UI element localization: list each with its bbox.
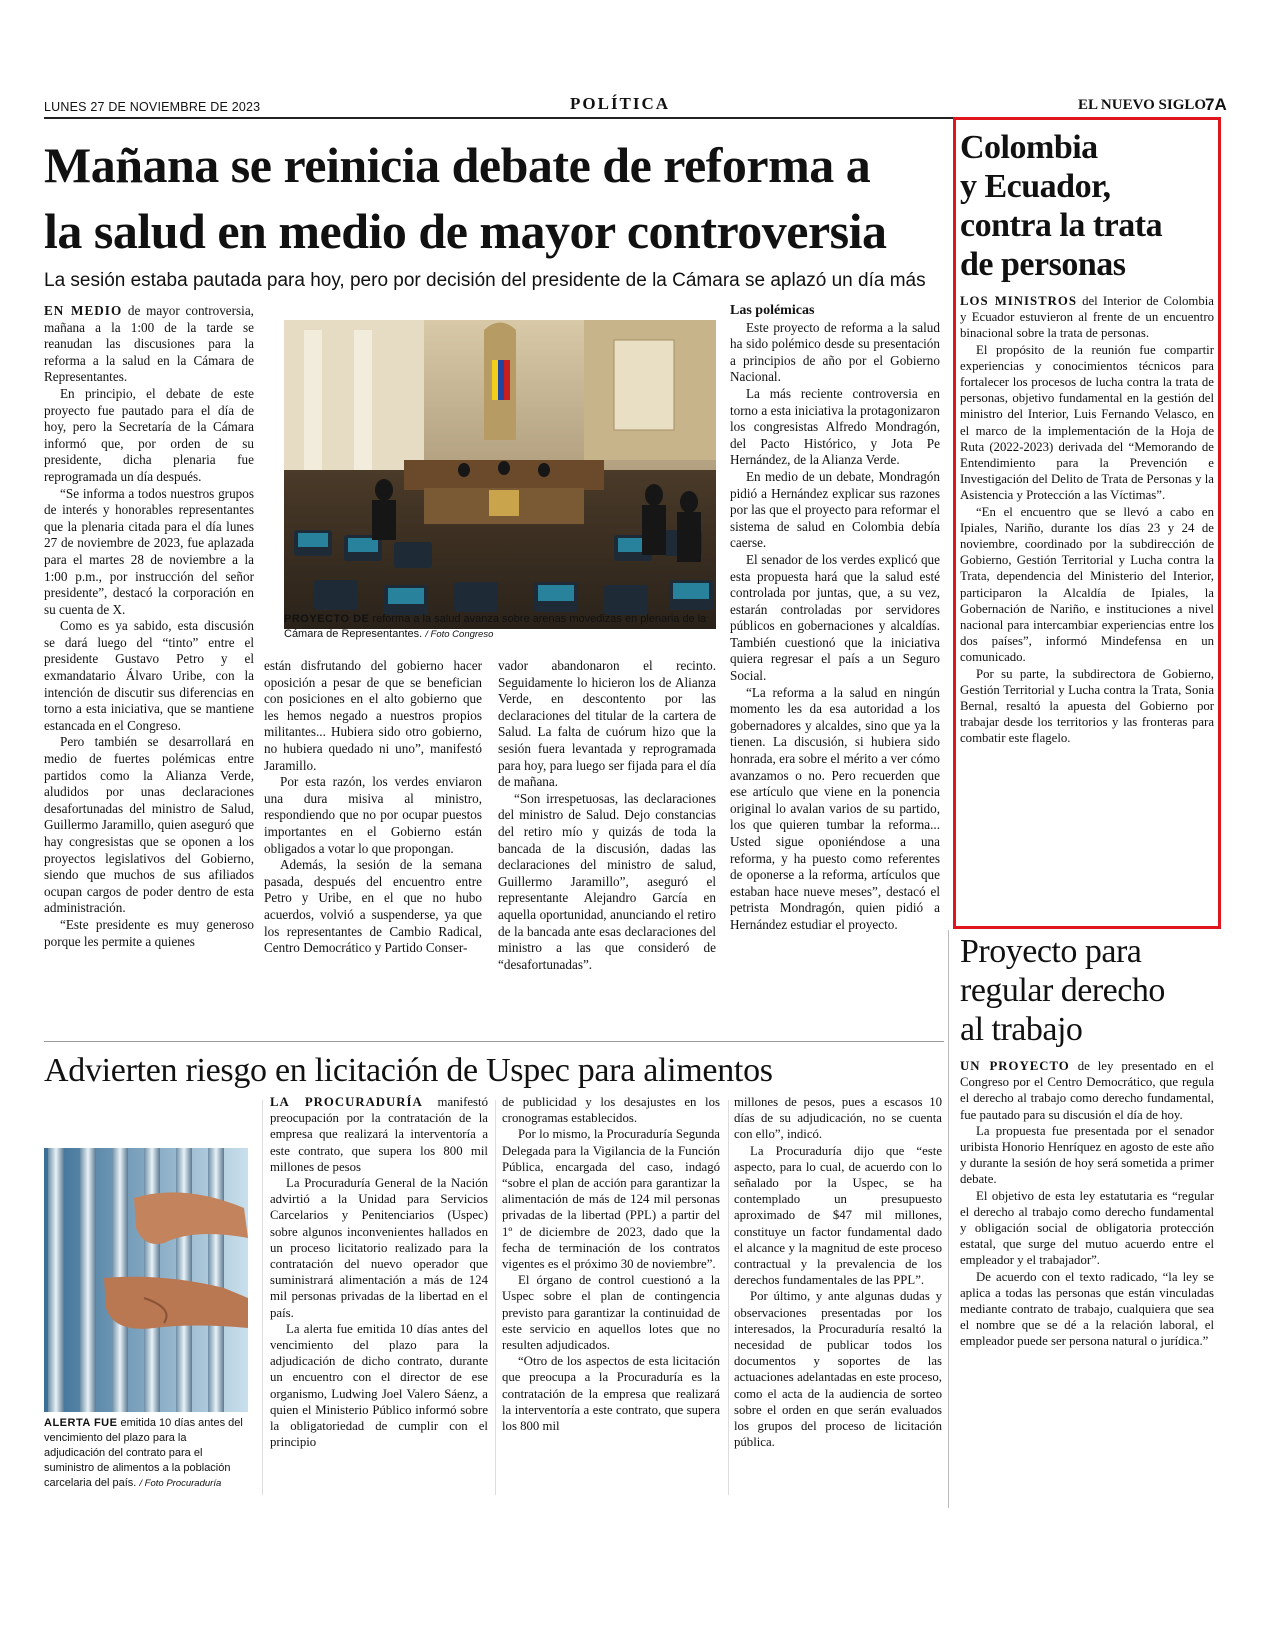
column-divider	[948, 930, 949, 1508]
paragraph: Pero también se desarrollará en medio de fuertes polémicas entre partidos como la Alianza Verde, aludidos por unas declaraciones desafortunadas del ministro de Salud, Guillermo Jaramillo, quien aseguró que hay congresistas que se oponen a los proyectos legislativos del Gobierno, siendo que muchos de sus afiliados ocupan cargos de poder dentro de esta administración.	[44, 734, 254, 916]
sidebar-headline-line: Colombia	[960, 129, 1098, 166]
sidebar-headline-line: contra la trata	[960, 207, 1163, 244]
paragraph: El senador de los verdes explicó que esta propuesta hará que la salud esté controlada por juntas, que, a su vez, estarán controladas por servidores públicos en gobernaciones y alcaldías. También cuestionó que la iniciativa quiera regresar el país a un Seguro Social.	[730, 551, 940, 684]
section-divider	[44, 1041, 944, 1042]
paragraph: La alerta fue emitida 10 días antes del vencimiento del plazo para la adjudicación de dicho contrato, durante un encuentro con el director de ese organismo, Ludwing Joel Valero Sáenz, a quien el Ministerio Público informó sobre la obligatoriedad de cumplir con el principio	[270, 1321, 488, 1450]
paragraph: de ley presentado en el Congreso por el Centro Democrático, que regula el derecho al trabajo como derecho fundamental, fue pautado para su discusión el día de hoy.	[960, 1059, 1214, 1122]
paragraph: Este proyecto de reforma a la salud ha sido polémico desde su presentación a principios de año por el Gobierno Nacional.	[730, 319, 940, 385]
main-headline	[44, 132, 984, 264]
second-headline: Advierten riesgo en licitación de Uspec para alimentos	[44, 1052, 773, 1089]
lead-in: LA PROCURADURÍA	[270, 1095, 423, 1109]
paragraph: El órgano de control cuestionó a la Uspec sobre el plan de contingencia previsto para garantizar la continuidad de este servicio en aquellos lotes que no resulten adjudicados.	[502, 1273, 720, 1353]
lead-in: UN PROYECTO	[960, 1059, 1070, 1073]
paragraph: El propósito de la reunión fue compartir experiencias y conocimientos técnicos para fortalecer los procesos de lucha contra la trata de personas, objetivo fundamental en la gestión del ministro del Interior, Luis Fernando Velasco, en el marco de la implementación de la Hoja de Ruta (2022-2023) derivada del “Memorando de Entendimiento para la Prevención e Investigación del Delito de Trata de Personas y la Asistencia y Protección a las Víctimas”.	[960, 342, 1214, 503]
photo-credit: / Foto Procuraduría	[139, 1478, 222, 1489]
prison-bars-photo	[44, 1148, 248, 1412]
paragraph: Por esta razón, los verdes enviaron una dura misiva al ministro, respondiendo que no por ocupar puestos importantes en el Gobierno están obligados a votar lo que propongan.	[264, 774, 482, 856]
caption-lead: ALERTA FUE	[44, 1417, 118, 1429]
column-divider	[728, 1100, 729, 1495]
header-rule	[44, 117, 988, 119]
paragraph: En medio de un debate, Mondragón pidió a Hernández explicar sus razones por las que el proyecto para reformar el sistema de salud en Colombia debía caerse.	[730, 468, 940, 551]
sidebar2-headline-line: regular derecho	[960, 972, 1165, 1009]
issue-date: LUNES 27 DE NOVIEMBRE DE 2023	[44, 100, 261, 114]
sidebar2-body	[960, 1058, 1214, 1350]
paragraph: “La reforma a la salud en ningún momento les da esa autoridad a los gobernadores y alcaldes, sino que ya la tienen. La discusión, si hubiera sido honrada, era sobre el mérito a ver cómo avanzamos o no. Pero recuerden que ese artículo que viene en la ponencia original lo avalan varios de su partido, los que quieren tumbar la reforma... Usted sigue oponiéndose a una reforma, y ha puesto como referentes de oponerse a la reforma, artículos que estaban hace nueve meses”, destacó el petrista Mondragón, quien pidió a Hernández estudiar el proyecto.	[730, 684, 940, 932]
paragraph: manifestó preocupación por la contratación de la empresa que realizará la interventoría a este contrato, que supera los 800 mil millones de pesos	[270, 1095, 488, 1174]
sidebar-headline	[960, 128, 1216, 284]
sidebar2-headline-line: al trabajo	[960, 1011, 1083, 1048]
sidebar2-headline	[960, 932, 1216, 1049]
paragraph: de mayor controversia, mañana a la 1:00 de la tarde se reanudan las discusiones para la reforma a la salud en la Cámara de Representantes.	[44, 303, 254, 385]
paragraph: Por su parte, la subdirectora de Gobierno, Gestión Territorial y Lucha contra la Trata, Sonia Bernal, resaltó la apuesta del Gobierno por trabajar desde los territorios y las fronteras para combatir este flagelo.	[960, 666, 1214, 746]
paragraph: vador abandonaron el recinto. Seguidamente lo hicieron los de Alianza Verde, en descontento por las declaraciones del titular de la cartera de Salud. La falta de cuórum hizo que la sesión fuera levantada y reprogramada para hoy, para luego ser fijada para el día de mañana.	[498, 658, 716, 790]
sidebar-headline-line: y Ecuador,	[960, 168, 1111, 205]
paragraph: La más reciente controversia en torno a esta iniciativa la protagonizaron los congresistas Alfredo Mondragón, del Pacto Histórico, y Jota Pe Hernández, de la Alianza Verde.	[730, 385, 940, 468]
paragraph: Además, la sesión de la semana pasada, después del encuentro entre Petro y Uribe, en el que no hubo acuerdos, volvió a suspenderse, ya que los representantes de Cambio Radical, Centro Democrático y Partido Conser-	[264, 857, 482, 956]
paragraph: La Procuraduría General de la Nación advirtió a la Unidad para Servicios Carcelarios y Penitenciarios (Uspec) sobre algunos inconvenientes hallados en un proceso licitatorio realizado para la contratación del nuevo operador que suministrará alimentación a más de 124 mil personas privadas de la libertad en el país.	[270, 1176, 488, 1320]
caption-lead: PROYECTO DE	[284, 613, 370, 625]
column-subhead: Las polémicas	[730, 303, 815, 318]
sidebar-headline-line: de personas	[960, 246, 1126, 283]
paragraph: “Este presidente es muy generoso porque les permite a quienes	[44, 916, 254, 949]
paragraph: están disfrutando del gobierno hacer oposición a pesar de que se benefician con posiciones en el alto gobierno que les hemos negado a nuestros propios militantes... Hubiera sido otro gobierno, no hubiera quedado ni uno”, manifestó Jaramillo.	[264, 658, 482, 773]
congress-plenary-photo	[284, 320, 716, 629]
paragraph: “Se informa a todos nuestros grupos de interés y honorables representantes que la plenaria citada para el día lunes 27 de noviembre de 2023, fue aplazada para el martes 28 de noviembre a la 1:00 p.m., por instrucción del señor presidente”, destacó la corporación en su cuenta de X.	[44, 485, 254, 617]
paragraph: del Interior de Colombia y Ecuador estuvieron al frente de un encuentro binacional sobre la trata de personas.	[960, 294, 1214, 341]
paragraph: millones de pesos, pues a escasos 10 días de su adjudicación, no se cuenta con ello”, indicó.	[734, 1095, 942, 1142]
photo-caption	[284, 612, 724, 642]
photo-caption	[44, 1416, 250, 1491]
paragraph: Por último, y ante algunas dudas y observaciones presentadas por los interesados, la Procuraduría resaltó la necesidad de publicar todos los documentos y soportes de las actuaciones adelantadas en este proceso, como el acta de la audiencia de sorteo sobre el orden en que serán evaluados los grupos del proceso de licitación pública.	[734, 1289, 942, 1450]
main-column-1	[44, 303, 254, 950]
second-column-1	[270, 1094, 488, 1450]
main-column-4	[730, 303, 940, 934]
page-number: 7A	[1205, 95, 1227, 114]
main-column-3	[498, 658, 716, 973]
second-column-2	[502, 1094, 720, 1434]
main-column-2	[264, 658, 482, 957]
main-headline-line-2: la salud en medio de mayor controversia	[44, 203, 887, 259]
caption-text: emitida 10 días antes del vencimiento del plazo para la adjudicación del contrato para el suministro de alimentos a la población carcelaria del país.	[44, 1417, 243, 1489]
sidebar2-headline-line: Proyecto para	[960, 933, 1142, 970]
paragraph: de publicidad y los desajustes en los cronogramas establecidos.	[502, 1095, 720, 1126]
photo-credit: / Foto Congreso	[425, 629, 494, 640]
paragraph: “Son irrespetuosas, las declaraciones del ministro de Salud. Dejo constancias del retiro mío y quizás de toda la bancada de la discusión, dadas las declaraciones del ministro de salud, Guillermo Jaramillo”, aseguró el representante Alejandro García en aquella oportunidad, anunciando el retiro de la bancada ante esas declaraciones del ministro a las que consideró de “desafortunadas”.	[498, 790, 716, 972]
sidebar-body	[960, 293, 1214, 747]
newspaper-brand: EL NUEVO SIGLO	[1078, 97, 1207, 113]
paragraph: Como es ya sabido, esta discusión se dará luego del “tinto” entre el presidente Gustavo Petro y el exmandatario Álvaro Uribe, con la intención de discutir sus diferencias en torno a esta iniciativa, que se mantiene estancada en el Congreso.	[44, 618, 254, 733]
paragraph: De acuerdo con el texto radicado, “la ley se aplica a todas las personas que están vinculadas mediante contrato de trabajo, cualquiera que sea el nombre que se dé a la relación laboral, el empleador puede ser persona natural o jurídica.”	[960, 1269, 1214, 1349]
paragraph: “Otro de los aspectos de esta licitación que preocupa a la Procuraduría es la contratación de la empresa que realizará la interventoría a este contrato, que supera los 800 mil	[502, 1354, 720, 1434]
caption-text: reforma a la salud avanza sobre arenas movedizas en plenaria de la Cámara de Representantes.	[284, 613, 707, 640]
column-divider	[262, 1100, 263, 1495]
main-subheadline: La sesión estaba pautada para hoy, pero por decisión del presidente de la Cámara se aplazó un día más	[44, 270, 926, 291]
paragraph: El objetivo de esta ley estatutaria es “regular el derecho al trabajo como derecho fundamental y obligación social de obligatoria protección estatal, que surge del mutuo acuerdo entre el empleador y el trabajador”.	[960, 1188, 1214, 1268]
second-column-3	[734, 1094, 942, 1450]
paragraph: La Procuraduría dijo que “este aspecto, para lo cual, de acuerdo con lo señalado por la Uspec, se ha contemplado un presupuesto aproximado de $47 mil millones, constituye un factor fundamental dado el alcance y la magnitud de este proceso contractual y la prevalencia de los derechos fundamentales de las PPL”.	[734, 1143, 942, 1288]
paragraph: Por lo mismo, la Procuraduría Segunda Delegada para la Vigilancia de la Función Pública, encargada del caso, indagó “sobre el plan de acción para garantizar la alimentación de más de 124 mil personas privadas de la libertad (PPL) a partir del 1º de diciembre de 2023, dado que la fecha de terminación de los contratos vigentes es el próximo 30 de noviembre”.	[502, 1127, 720, 1272]
paragraph: La propuesta fue presentada por el senador uribista Honorio Henríquez en agosto de este año y durante la sesión de hoy será sometida a primer debate.	[960, 1123, 1214, 1187]
paragraph: “En el encuentro que se llevó a cabo en Ipiales, Nariño, durante los días 23 y 24 de noviembre, coordinado por la subdirección de Gobierno, Gestión Territorial y Lucha contra la Trata, dependencia del Ministerio del Interior, participaron la Alcaldía de Ipiales, la Gobernación de Nariño, e instituciones a nivel nacional para intercambiar experiencias entre los dos países”, informó Mindefensa en un comunicado.	[960, 504, 1214, 665]
paragraph: En principio, el debate de este proyecto fue pautado para el día de hoy, pero la Secretaría de la Cámara informó que, por orden de su presidente, dicha plenaria fue reprogramada un día después.	[44, 385, 254, 484]
lead-in: EN MEDIO	[44, 303, 123, 318]
lead-in: LOS MINISTROS	[960, 294, 1077, 308]
section-title: POLÍTICA	[570, 94, 671, 113]
main-headline-line-1: Mañana se reinicia debate de reforma a	[44, 137, 871, 193]
column-divider	[495, 1100, 496, 1495]
